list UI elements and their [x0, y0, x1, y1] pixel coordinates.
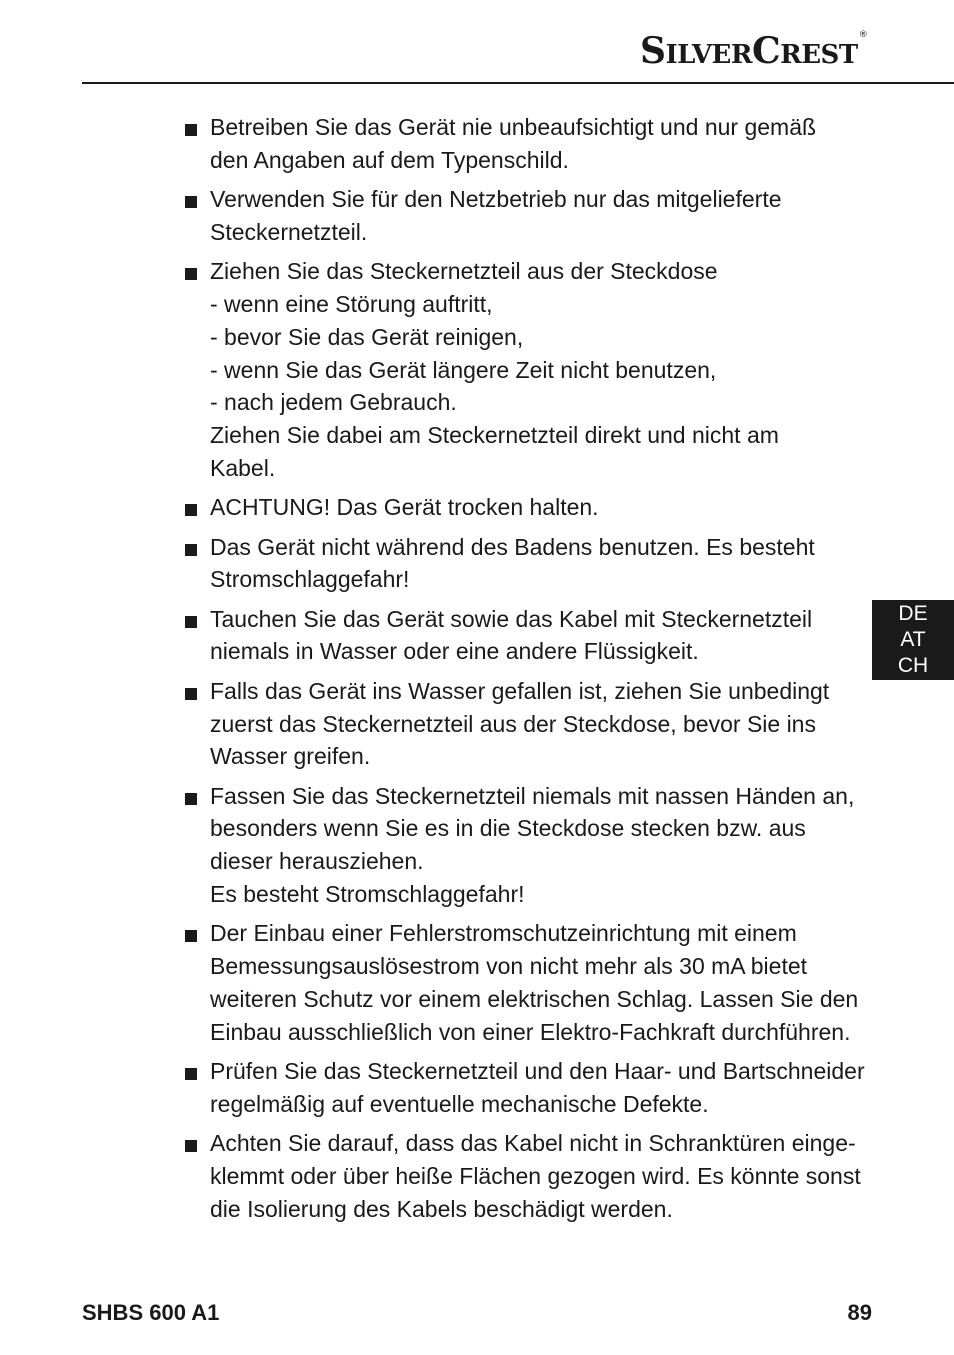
list-item-text-line: weiteren Schutz vor einem elektrischen Schlag. Lassen Sie den — [210, 985, 859, 1012]
list-item-text-line: die Isolierung des Kabels beschädigt werden. — [210, 1195, 673, 1222]
list-item — [182, 255, 842, 485]
list-item-text-line: Fassen Sie das Steckernetzteil niemals mit nassen Händen an, — [210, 782, 855, 809]
list-item-text-line: regelmäßig auf eventuelle mechanische Defekte. — [210, 1090, 709, 1117]
square-bullet-icon — [185, 1140, 197, 1152]
header-rule — [82, 82, 954, 84]
list-item — [182, 111, 842, 177]
square-bullet-icon — [185, 1068, 197, 1080]
footer-model: SHBS 600 A1 — [82, 1300, 220, 1325]
language-code: CH — [897, 654, 929, 677]
list-item-text-line: Kabel. — [210, 454, 276, 481]
brand-logo-letter: S — [640, 30, 666, 72]
list-item-text-line: Steckernetzteil. — [210, 218, 368, 245]
list-item — [182, 183, 842, 249]
list-item-text-line: Stromschlaggefahr! — [210, 566, 410, 593]
square-bullet-icon — [185, 688, 197, 700]
brand-logo-text: REST — [780, 40, 858, 70]
list-item-text-line: - bevor Sie das Gerät reinigen, — [210, 323, 524, 350]
list-item — [182, 491, 842, 524]
list-item — [182, 1127, 861, 1225]
square-bullet-icon — [185, 793, 197, 805]
square-bullet-icon — [185, 504, 197, 516]
list-item-text-line: Verwenden Sie für den Netzbetrieb nur das mitgelieferte — [210, 186, 782, 213]
list-item-text-line: zuerst das Steckernetzteil aus der Steckdose, bevor Sie ins — [210, 710, 816, 737]
list-item-text-line: klemmt oder über heiße Flächen gezogen wird. Es könnte sonst — [210, 1162, 861, 1189]
list-item-text-line: Der Einbau einer Fehlerstromschutzeinrichtung mit einem — [210, 920, 797, 947]
list-item-text-line: dieser herausziehen. — [210, 848, 424, 875]
list-item-text-line: Das Gerät nicht während des Badens benutzen. Es besteht — [210, 533, 815, 560]
list-item-text-line: Prüfen Sie das Steckernetzteil und den Haar- und Bartschneider — [210, 1058, 865, 1085]
square-bullet-icon — [185, 544, 197, 556]
list-item-text-line: Wasser greifen. — [210, 743, 371, 770]
list-item — [182, 1055, 865, 1121]
list-item-text-line: Betreiben Sie das Gerät nie unbeaufsichtigt und nur gemäß — [210, 114, 817, 140]
page-number: 89 — [847, 1300, 872, 1325]
square-bullet-icon — [185, 616, 197, 628]
brand-logo-text: ILVER — [665, 40, 752, 70]
list-item-text-line: den Angaben auf dem Typenschild. — [210, 146, 569, 173]
list-item-text-line: niemals in Wasser oder eine andere Flüssigkeit. — [210, 638, 699, 665]
registered-mark: ® — [858, 30, 868, 40]
brand-logo — [640, 30, 875, 74]
list-item-text-line: - wenn eine Störung auftritt, — [210, 290, 493, 317]
square-bullet-icon — [185, 930, 197, 942]
brand-logo-letter: C — [751, 30, 781, 72]
list-item-text-line: ACHTUNG! Das Gerät trocken halten. — [210, 494, 599, 521]
list-item-text-line: Tauchen Sie das Gerät sowie das Kabel mit Steckernetzteil — [210, 605, 813, 632]
square-bullet-icon — [185, 196, 197, 208]
language-code: AT — [900, 628, 926, 651]
list-item-text-line: - nach jedem Gebrauch. — [210, 389, 457, 416]
list-item-text-line: - wenn Sie das Gerät längere Zeit nicht benutzen, — [210, 356, 717, 383]
list-item-text-line: Bemessungsauslösestrom von nicht mehr als 30 mA bietet — [210, 953, 808, 980]
list-item-text-line: Es besteht Stromschlaggefahr! — [210, 881, 525, 908]
language-code: DE — [898, 602, 928, 625]
list-item — [182, 917, 859, 1048]
list-item — [182, 675, 842, 773]
list-item — [182, 780, 855, 911]
list-item-text-line: besonders wenn Sie es in die Steckdose stecken bzw. aus — [210, 815, 806, 842]
square-bullet-icon — [185, 268, 197, 280]
language-tab — [872, 600, 954, 680]
list-item-text-line: Falls das Gerät ins Wasser gefallen ist, ziehen Sie unbedingt — [210, 677, 830, 704]
list-item-text-line: Einbau ausschließlich von einer Elektro-Fachkraft durchführen. — [210, 1018, 851, 1045]
list-item-text-line: Ziehen Sie das Steckernetzteil aus der Steckdose — [210, 258, 718, 285]
list-item-text-line: Achten Sie darauf, dass das Kabel nicht in Schranktüren einge- — [210, 1130, 856, 1157]
square-bullet-icon — [185, 124, 197, 136]
list-item — [182, 531, 842, 597]
list-item-text-line: Ziehen Sie dabei am Steckernetzteil direkt und nicht am — [210, 422, 779, 449]
list-item — [182, 603, 842, 669]
safety-instructions-list — [182, 111, 865, 1232]
